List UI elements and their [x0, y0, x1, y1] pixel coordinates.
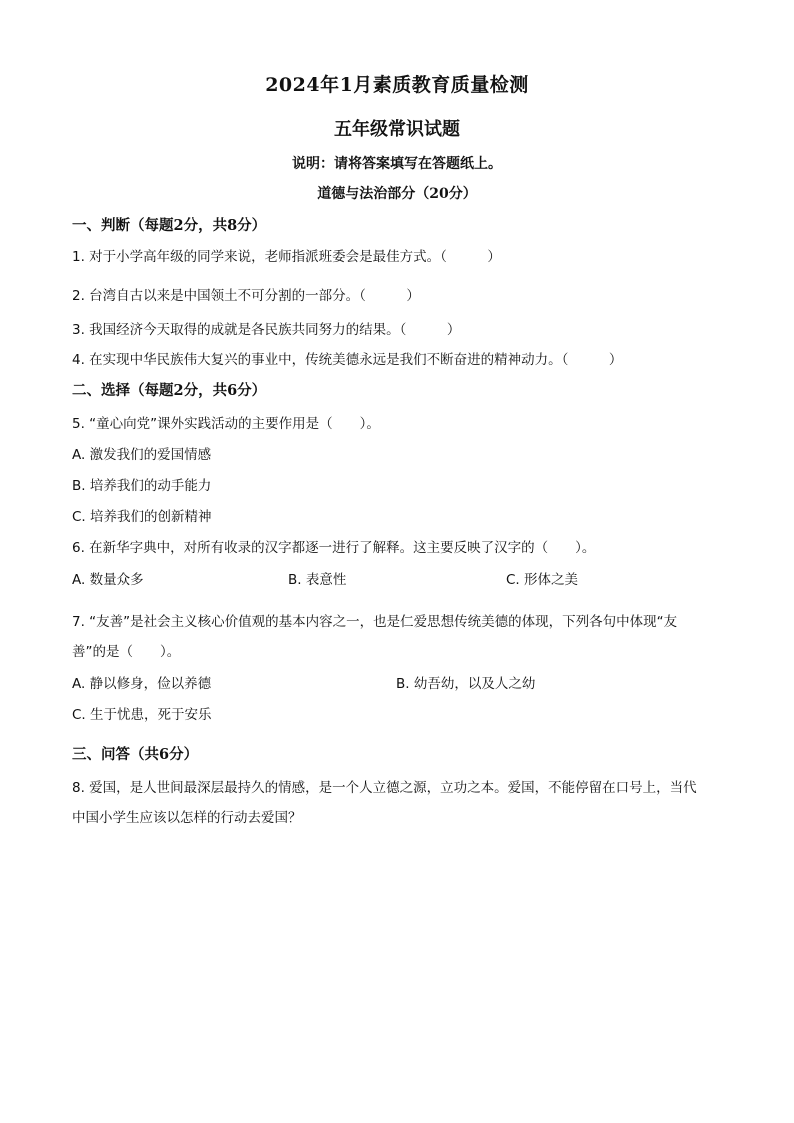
- question-5-option-c: C. 培养我们的创新精神: [72, 509, 212, 525]
- question-4: 4. 在实现中华民族伟大复兴的事业中，传统美德永远是我们不断奋进的精神动力。（ ）: [72, 352, 623, 368]
- section-judge-heading: 一、判断（每题2分，共8分）: [72, 217, 267, 234]
- question-6-option-b: B. 表意性: [288, 572, 347, 588]
- question-7-line-1: 7. “友善”是社会主义核心价值观的基本内容之一，也是仁爱思想传统美德的体现，下列各句中体现“友: [72, 614, 678, 630]
- question-5: 5. “童心向党”课外实践活动的主要作用是（ ）。: [72, 416, 380, 432]
- question-6-option-a: A. 数量众多: [72, 572, 144, 588]
- question-3: 3. 我国经济今天取得的成就是各民族共同努力的结果。（ ）: [72, 322, 461, 338]
- exam-title: 2024年1月素质教育质量检测: [265, 74, 529, 96]
- question-8-line-1: 8. 爱国，是人世间最深层最持久的情感，是一个人立德之源，立功之本。爱国，不能停留在口号上，当代: [72, 780, 697, 796]
- part-heading: 道德与法治部分（20分）: [317, 186, 477, 202]
- question-8-line-2: 中国小学生应该以怎样的行动去爱国？: [72, 810, 302, 826]
- question-5-option-b: B. 培养我们的动手能力: [72, 478, 212, 494]
- question-1: 1. 对于小学高年级的同学来说，老师指派班委会是最佳方式。（ ）: [72, 249, 501, 265]
- section-choice-heading: 二、选择（每题2分，共6分）: [72, 382, 267, 399]
- question-6: 6. 在新华字典中，对所有收录的汉字都逐一进行了解释。这主要反映了汉字的（ ）。: [72, 540, 596, 556]
- section-essay-heading: 三、问答（共6分）: [72, 746, 199, 763]
- question-7-option-a: A. 静以修身，俭以养德: [72, 676, 212, 692]
- question-5-option-a: A. 激发我们的爱国情感: [72, 447, 212, 463]
- exam-subtitle: 五年级常识试题: [334, 119, 460, 140]
- instruction-note: 说明：请将答案填写在答题纸上。: [292, 156, 502, 172]
- question-7-line-2: 善”的是（ ）。: [72, 644, 181, 660]
- question-7-option-c: C. 生于忧患，死于安乐: [72, 707, 212, 723]
- question-2: 2. 台湾自古以来是中国领土不可分割的一部分。（ ）: [72, 288, 420, 304]
- question-6-option-c: C. 形体之美: [506, 572, 579, 588]
- question-7-option-b: B. 幼吾幼，以及人之幼: [396, 676, 536, 692]
